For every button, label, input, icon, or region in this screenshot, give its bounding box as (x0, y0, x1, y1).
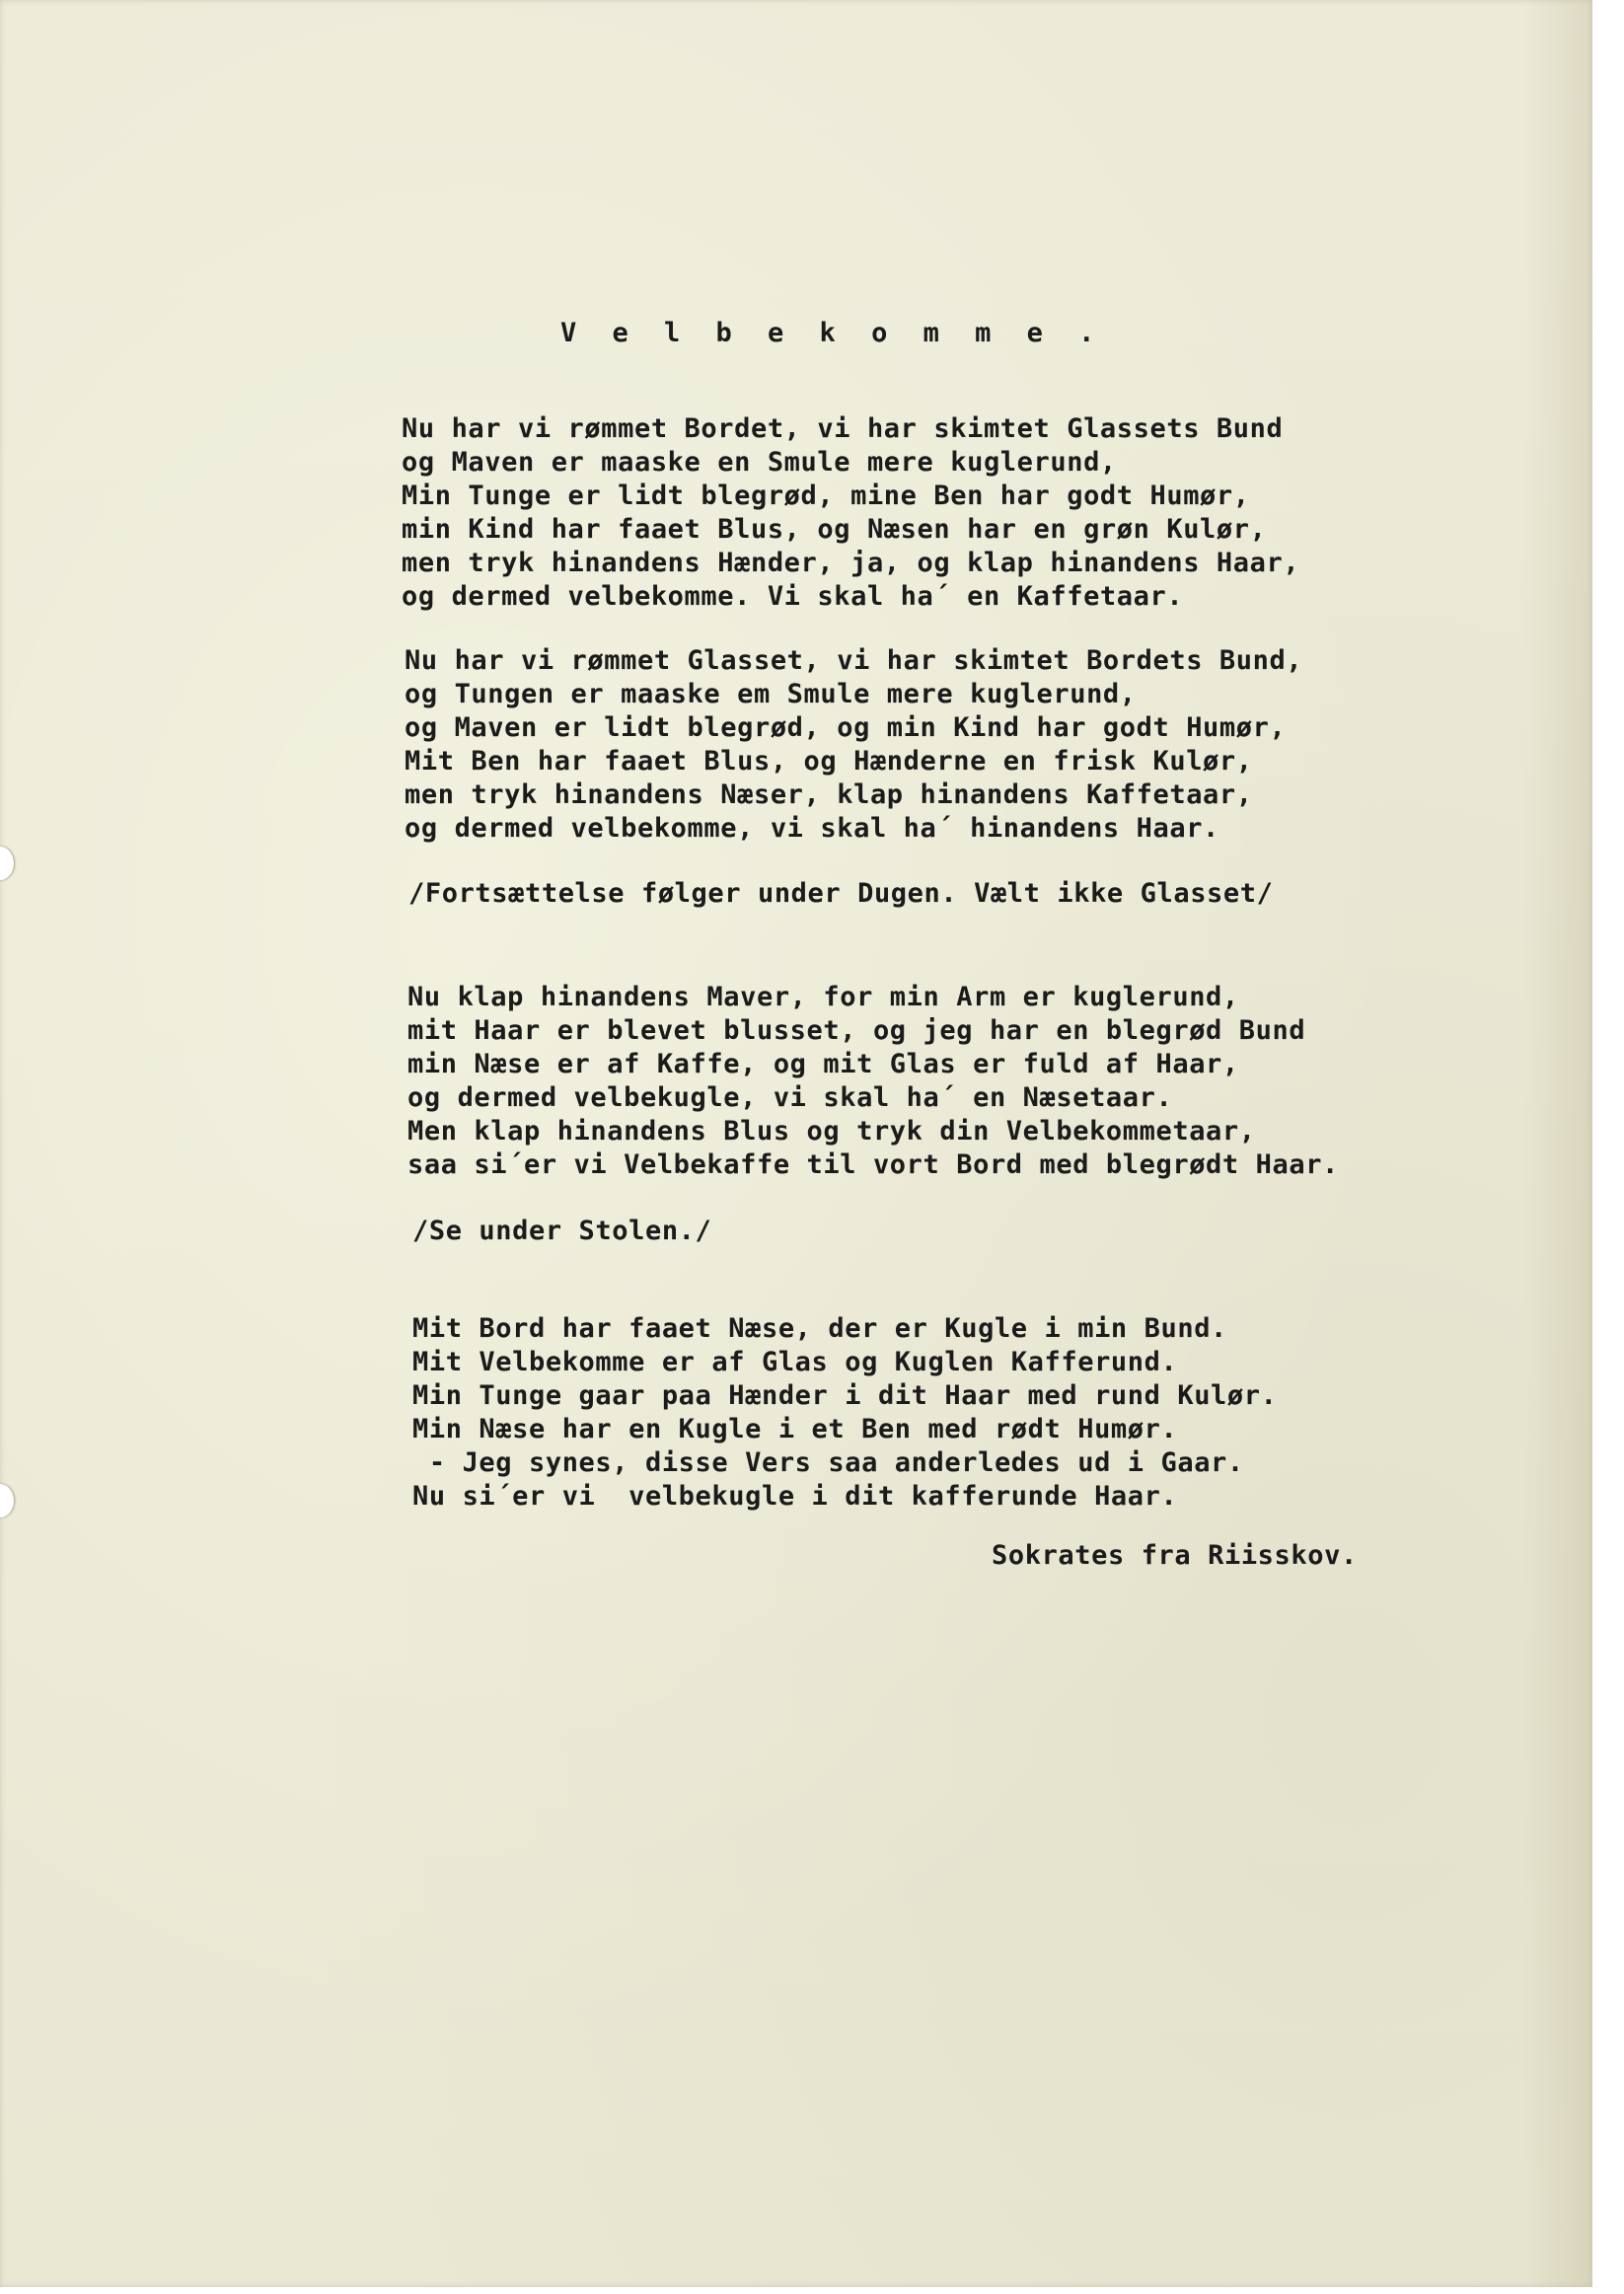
stanza-line: og dermed velbekomme, vi skal ha´ hinandens Haar. (405, 813, 1219, 844)
stanza-line: og Tungen er maaske em Smule mere kuglerund, (405, 679, 1137, 709)
stanza-line: Min Tunge er lidt blegrød, mine Ben har godt Humør, (402, 481, 1250, 511)
stanza-line: og Maven er maaske en Smule mere kuglerund, (402, 447, 1117, 478)
stanza-line: Min Næse har en Kugle i et Ben med rødt Humør. (412, 1414, 1178, 1444)
stanza-line: Nu har vi rømmet Bordet, vi har skimtet Glassets Bund (402, 413, 1284, 444)
stanza-line: min Kind har faaet Blus, og Næsen har en grøn Kulør, (402, 514, 1267, 545)
poem-title: V e l b e k o m m e . (560, 318, 1105, 348)
stanza-line: og Maven er lidt blegrød, og min Kind har godt Humør, (405, 712, 1287, 743)
stanza-line: mit Haar er blevet blusset, og jeg har en blegrød Bund (407, 1015, 1306, 1046)
continuation-note: /Fortsættelse følger under Dugen. Vælt ikke Glasset/ (408, 878, 1274, 909)
signature: Sokrates fra Riisskov. (992, 1540, 1358, 1571)
stanza-3 (407, 981, 1339, 1182)
stanza-line: Men klap hinandens Blus og tryk din Velbekommetaar, (407, 1116, 1256, 1147)
stanza-line: og dermed velbekomme. Vi skal ha´ en Kaffetaar. (402, 581, 1184, 612)
stanza-line: men tryk hinandens Hænder, ja, og klap hinandens Haar, (402, 548, 1300, 578)
stanza-line: saa si´er vi Velbekaffe til vort Bord med blegrødt Haar. (407, 1149, 1339, 1180)
see-under-note: /Se under Stolen./ (412, 1216, 712, 1246)
stanza-line: min Næse er af Kaffe, og mit Glas er fuld af Haar, (407, 1049, 1239, 1079)
stanza-line: Nu har vi rømmet Glasset, vi har skimtet Bordets Bund, (405, 645, 1303, 676)
stanza-line: - Jeg synes, disse Vers saa anderledes ud i Gaar. (412, 1447, 1244, 1478)
stanza-2 (405, 644, 1302, 846)
stanza-line: men tryk hinandens Næser, klap hinandens Kaffetaar, (405, 779, 1253, 810)
stanza-line: og dermed velbekugle, vi skal ha´ en Næsetaar. (407, 1082, 1173, 1113)
stanza-line: Nu klap hinandens Maver, for min Arm er kuglerund, (407, 982, 1239, 1012)
stanza-line: Nu si´er vi velbekugle i dit kafferunde Haar. (412, 1481, 1178, 1512)
stanza-4 (412, 1312, 1277, 1514)
stanza-line: Mit Velbekomme er af Glas og Kuglen Kafferund. (412, 1347, 1178, 1377)
stanza-1 (402, 412, 1299, 614)
stanza-line: Min Tunge gaar paa Hænder i dit Haar med rund Kulør. (412, 1380, 1278, 1411)
stanza-line: Mit Ben har faaet Blus, og Hænderne en frisk Kulør, (405, 746, 1253, 777)
stanza-line: Mit Bord har faaet Næse, der er Kugle i min Bund. (412, 1313, 1227, 1344)
